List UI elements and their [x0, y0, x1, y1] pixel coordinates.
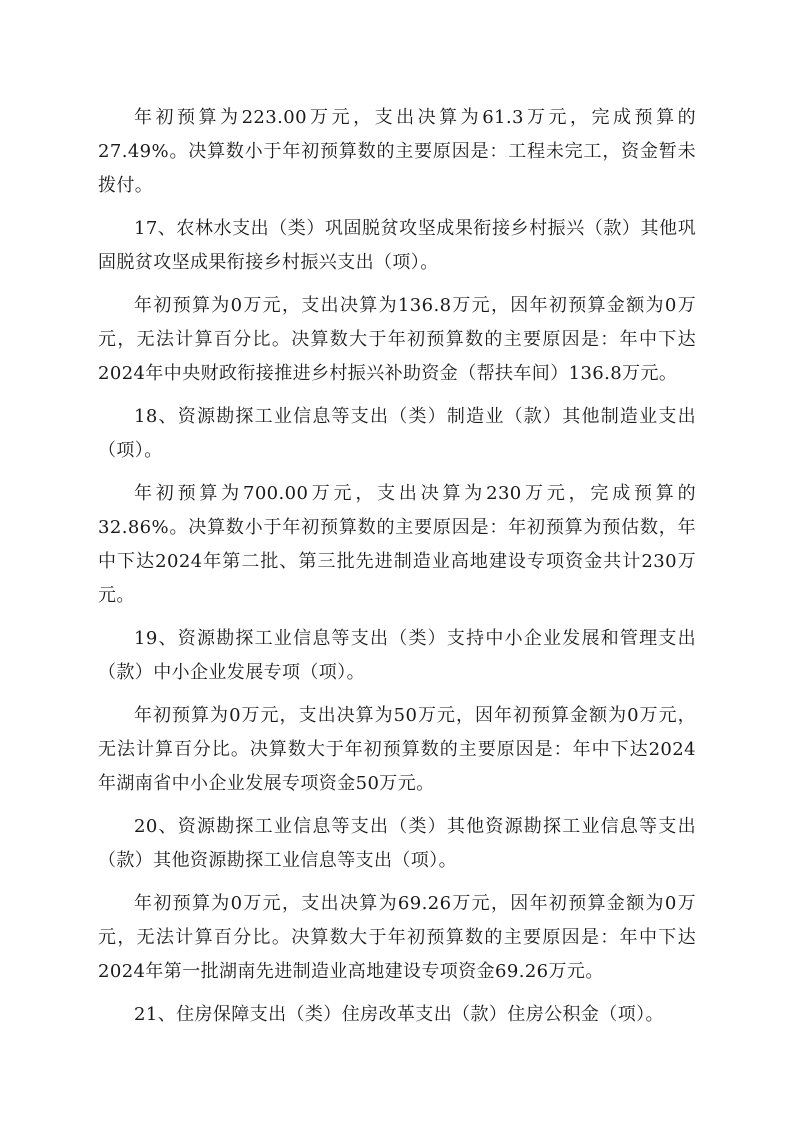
- paragraph-item-20-heading: 20、资源勘探工业信息等支出（类）其他资源勘探工业信息等支出（款）其他资源勘探工业信息等支出（项）。: [98, 816, 696, 871]
- paragraph-item-20-detail: 年初预算为0万元，支出决算为69.26万元，因年初预算金额为0万元，无法计算百分比。决算数大于年初预算数的主要原因是：年中下达2024年第一批湖南先进制造业高地建设专项资金69.26万元。: [98, 893, 696, 982]
- paragraph-item-21-heading: 21、住房保障支出（类）住房改革支出（款）住房公积金（项）。: [134, 1004, 664, 1025]
- paragraph-item-17-detail: 年初预算为0万元，支出决算为136.8万元，因年初预算金额为0万元，无法计算百分比。决算数大于年初预算数的主要原因是：年中下达2024年中央财政衔接推进乡村振兴补助资金（帮扶车间）136.8万元。: [98, 295, 696, 384]
- paragraph-item-19-heading: 19、资源勘探工业信息等支出（类）支持中小企业发展和管理支出（款）中小企业发展专项（项）。: [98, 628, 696, 683]
- paragraph-item-18-detail: 年初预算为700.00万元，支出决算为230万元，完成预算的32.86%。决算数小于年初预算数的主要原因是：年初预算为预估数，年中下达2024年第二批、第三批先进制造业高地建设专项资金共计230万元。: [98, 483, 696, 606]
- paragraph-budget-16-detail: 年初预算为223.00万元，支出决算为61.3万元，完成预算的27.49%。决算数小于年初预算数的主要原因是：工程未完工，资金暂未拨付。: [98, 107, 696, 196]
- document-body: [98, 101, 696, 1032]
- paragraph-item-17-heading: 17、农林水支出（类）巩固脱贫攻坚成果衔接乡村振兴（款）其他巩固脱贫攻坚成果衔接乡村振兴支出（项）。: [98, 218, 696, 273]
- paragraph-item-19-detail: 年初预算为0万元，支出决算为50万元，因年初预算金额为0万元，无法计算百分比。决算数大于年初预算数的主要原因是：年中下达2024年湖南省中小企业发展专项资金50万元。: [98, 705, 696, 794]
- paragraph-item-18-heading: 18、资源勘探工业信息等支出（类）制造业（款）其他制造业支出（项）。: [98, 406, 696, 461]
